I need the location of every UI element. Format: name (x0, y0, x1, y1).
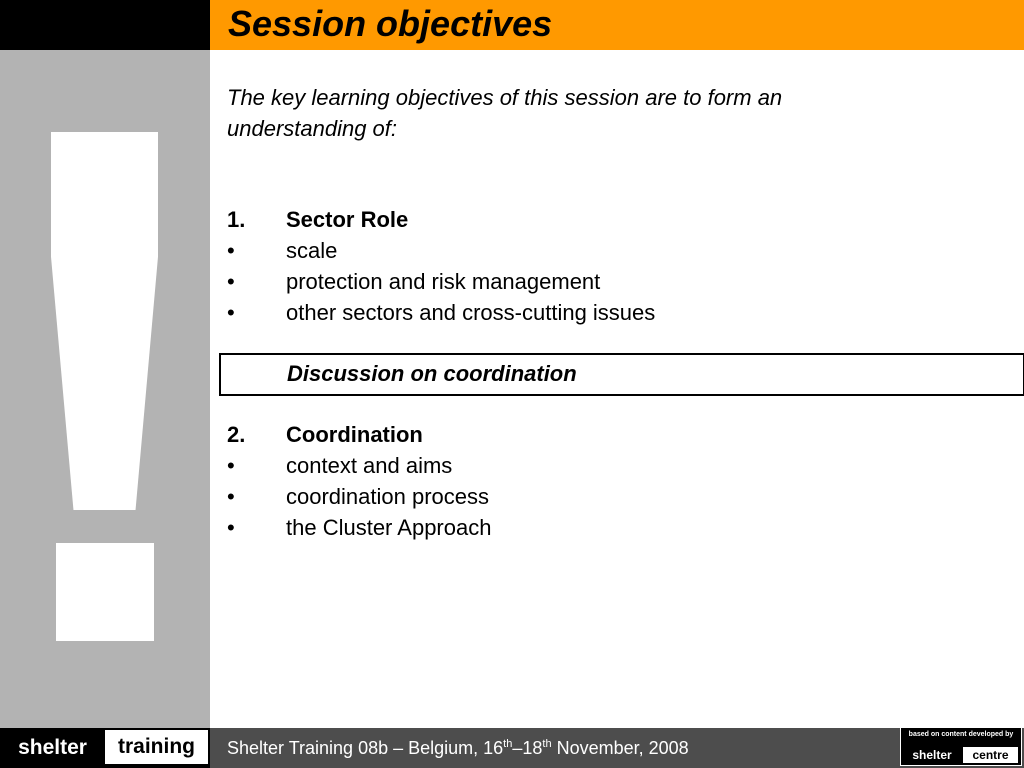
footer-sup-2: th (542, 738, 552, 750)
list-item-label: other sectors and cross-cutting issues (286, 300, 656, 325)
bullet-icon: • (227, 515, 235, 540)
slide-title: Session objectives (228, 3, 553, 44)
section-title: Coordination (286, 422, 423, 447)
footer-caption-mid: –18 (512, 738, 543, 758)
badge-caption: based on content developed by (908, 731, 1014, 738)
header-black-block (0, 0, 210, 50)
footer-sup-1: th (503, 738, 513, 750)
title-bar (210, 0, 1024, 50)
exclamation-icon-dot (56, 543, 154, 641)
sidebar-panel (0, 50, 210, 728)
footer-caption-end: November, 2008 (551, 738, 689, 758)
brand-shelter: shelter (18, 736, 87, 759)
list-item-label: protection and risk management (286, 269, 601, 294)
section-number: 2. (227, 422, 246, 447)
brand-training: training (105, 730, 208, 764)
footer-bar (0, 728, 1024, 768)
exclamation-icon-bar (51, 132, 158, 510)
list-item-label: the Cluster Approach (286, 515, 492, 540)
footer-caption-start: Shelter Training 08b – Belgium, 16 (227, 738, 504, 758)
footer-brand-block (0, 728, 210, 768)
section-title: Sector Role (286, 207, 409, 232)
footer-caption (227, 737, 689, 759)
badge-shelter: shelter (912, 748, 952, 762)
shelter-centre-logo (900, 727, 1022, 766)
bullet-icon: • (227, 484, 235, 509)
bullet-icon: • (227, 269, 235, 294)
list-item-label: scale (286, 238, 338, 263)
bullet-icon: • (227, 238, 235, 263)
bullet-icon: • (227, 300, 235, 325)
section-number: 1. (227, 207, 246, 232)
intro-text: The key learning objectives of this session are to form an understanding of: (227, 85, 783, 141)
badge-centre: centre (963, 747, 1018, 763)
discussion-box (219, 353, 1024, 396)
bullet-icon: • (227, 453, 235, 478)
list-item-label: coordination process (286, 484, 490, 509)
list-item-label: context and aims (286, 453, 453, 478)
discussion-label: Discussion on coordination (287, 361, 577, 386)
intro-block (227, 82, 1017, 144)
